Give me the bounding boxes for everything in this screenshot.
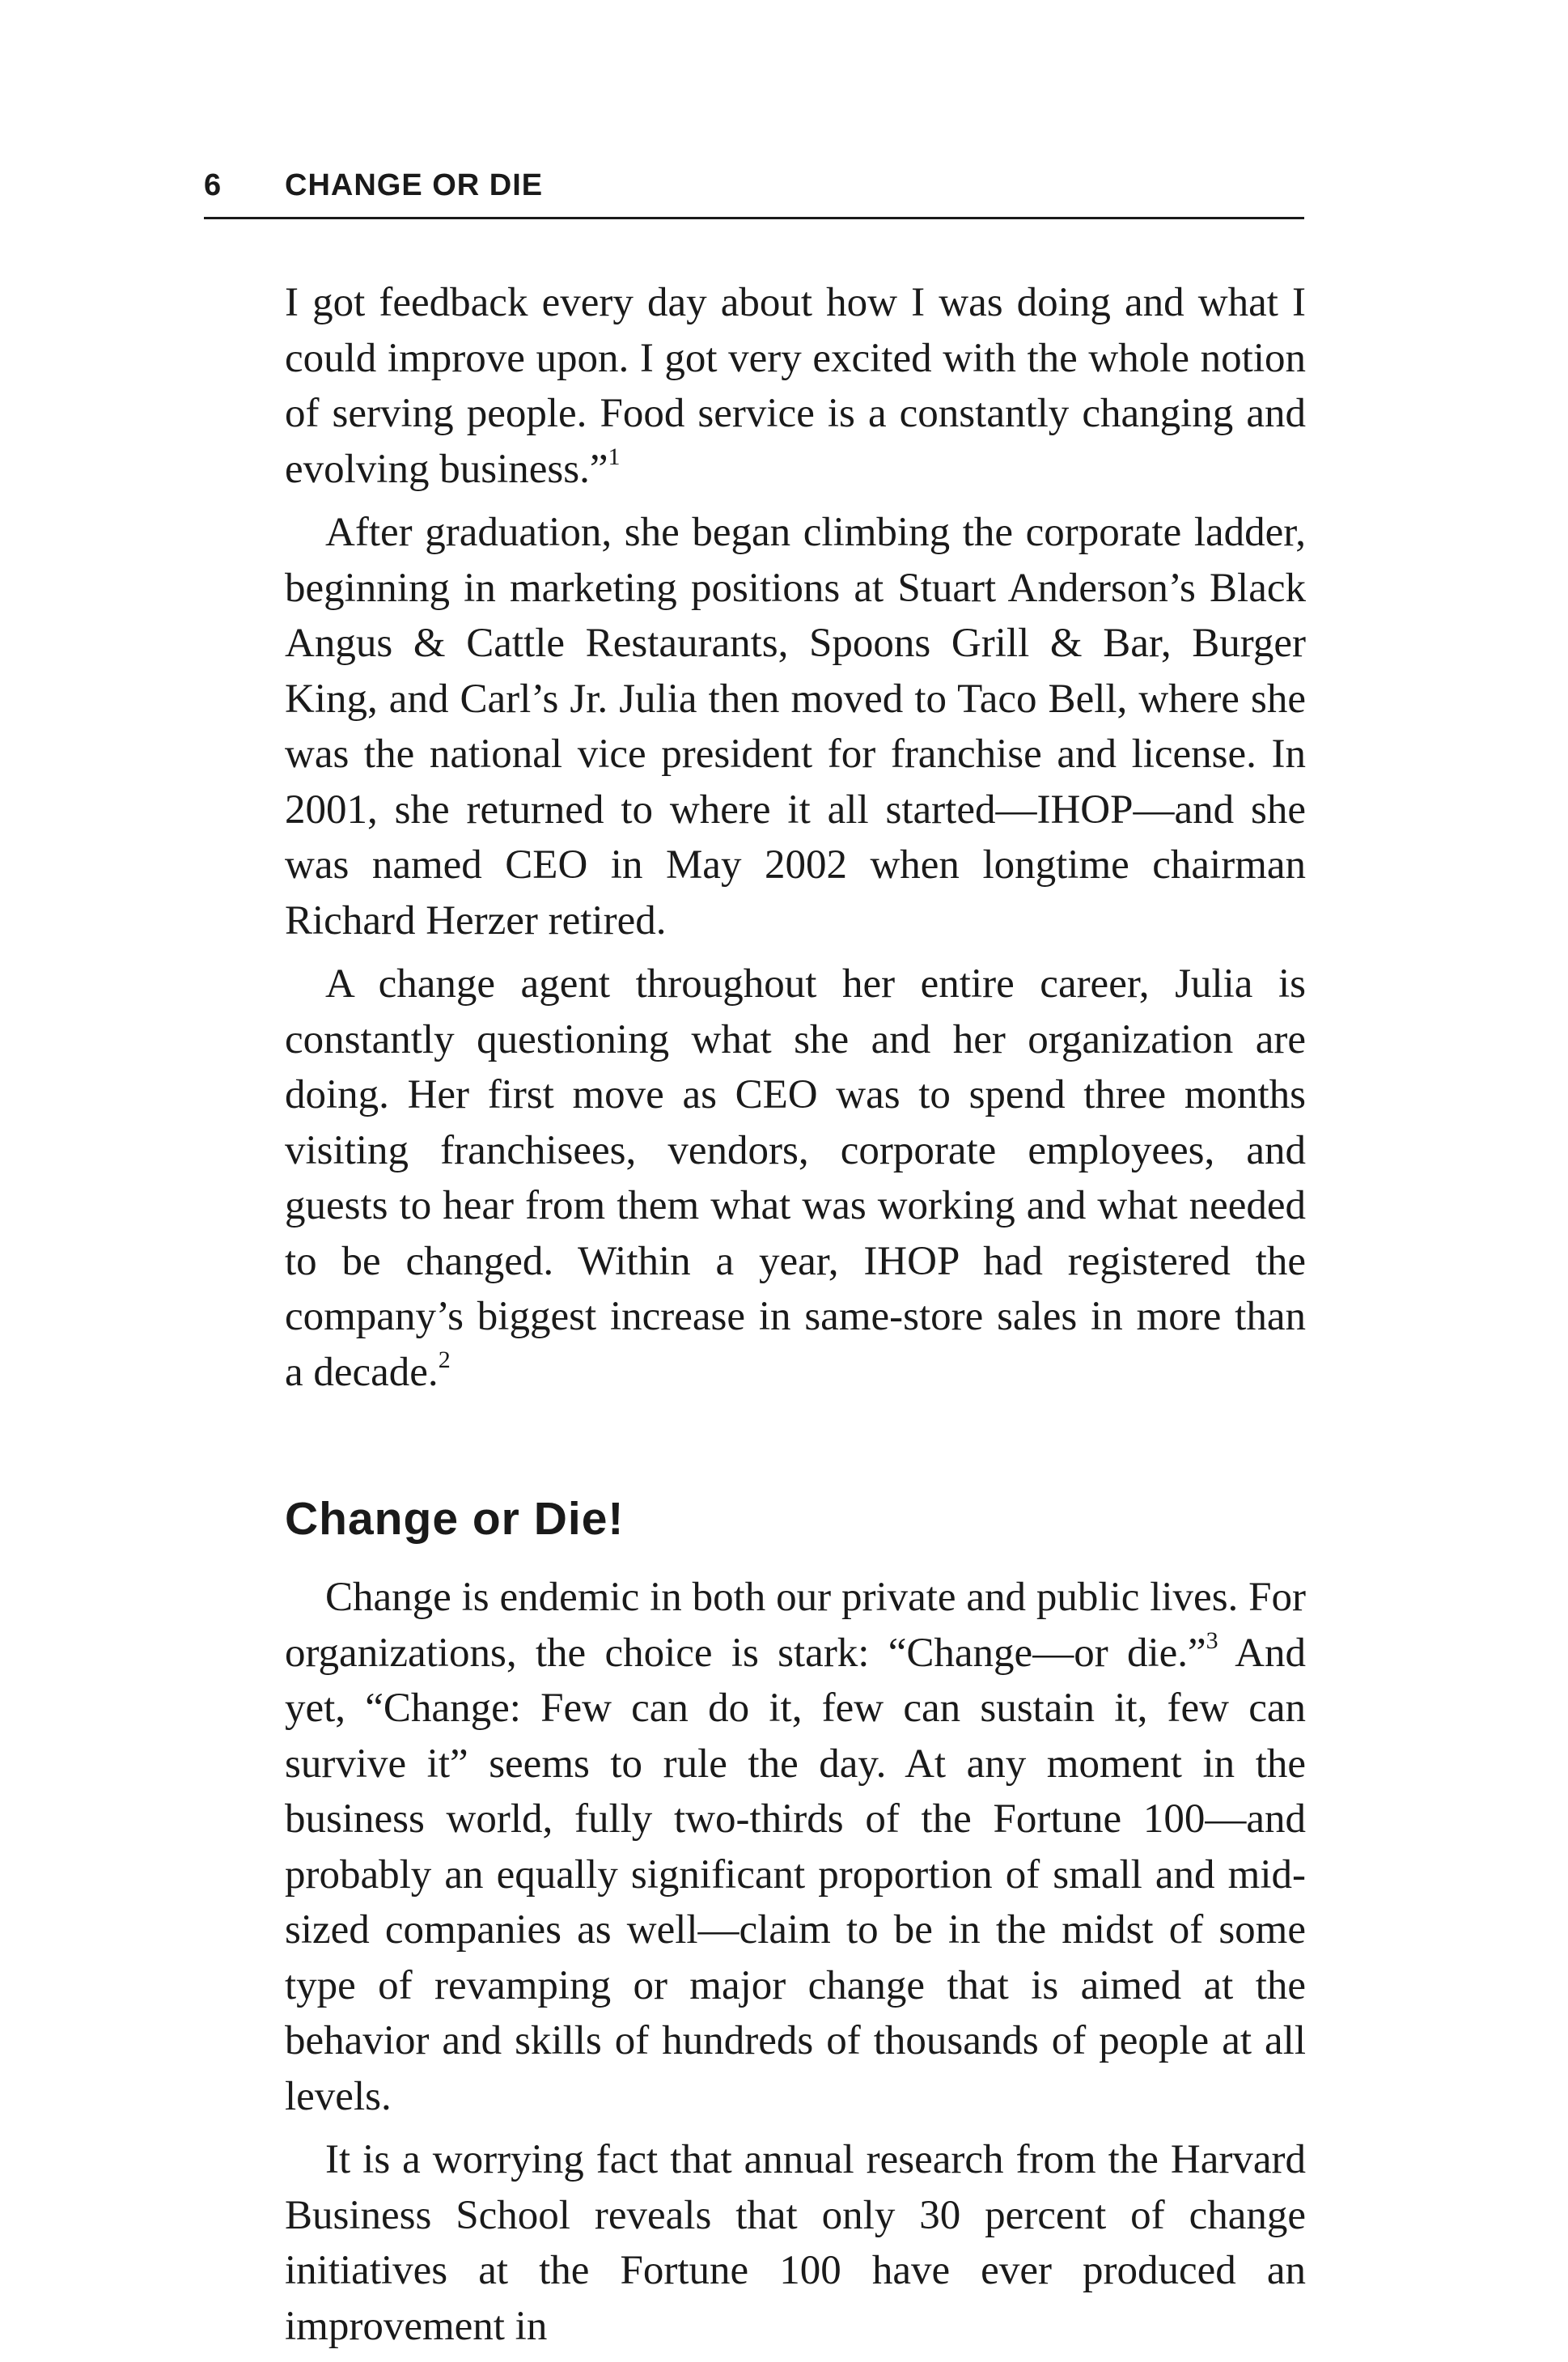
paragraph bbox=[285, 275, 1306, 497]
footnote-marker: 1 bbox=[608, 443, 621, 470]
paragraph-text: Change is endemic in both our private and public lives. For organizations, the choice is stark: “Change—or die.” bbox=[285, 1575, 1306, 1676]
page-number: 6 bbox=[204, 168, 222, 202]
footnote-marker: 3 bbox=[1206, 1626, 1218, 1654]
running-title: CHANGE OR DIE bbox=[285, 168, 544, 202]
header-rule bbox=[204, 217, 1304, 219]
paragraph bbox=[285, 956, 1306, 1400]
footnote-marker: 2 bbox=[438, 1346, 451, 1373]
section-heading: Change or Die! bbox=[285, 1493, 625, 1545]
paragraph: It is a worrying fact that annual research from the Harvard Business School reveals that only 30 percent of change initiatives at the Fortune 100 have ever produced an improvement in bbox=[285, 2137, 1306, 2349]
body-text bbox=[285, 275, 1306, 2362]
paragraph-text: I got feedback every day about how I was doing and what I could improve upon. I got very excited with the whole notion of serving people. Food service is a constantly changing and evolving business.” bbox=[285, 280, 1306, 492]
running-header bbox=[204, 168, 1304, 203]
paragraph-text: And yet, “Change: Few can do it, few can sustain it, few can survive it” seems to rule the day. At any moment in the business world, fully two-thirds of the Fortune 100—and probably an equally significant proportion of small and mid-sized companies as well—claim to be in the midst of some type of revamping or major change that is aimed at the behavior and skills of hundreds of thousands of people at all levels. bbox=[285, 1630, 1306, 2119]
paragraph bbox=[285, 1570, 1306, 2124]
paragraph: After graduation, she began climbing the corporate ladder, beginning in marketing positions at Stuart Anderson’s Black Angus & Cattle Restaurants, Spoons Grill & Bar, Burger King, and Carl’s Jr. Julia then moved to Taco Bell, where she was the national vice president for franchise and license. In 2001, she returned to where it all started—IHOP—and she was named CEO in May 2002 when longtime chairman Richard Herzer retired. bbox=[285, 510, 1306, 944]
paragraph-text: A change agent throughout her entire career, Julia is constantly questioning what she and her organization are doing. Her first move as CEO was to spend three months visiting franchisees, vendors, corporate employees, and guests to hear from them what was working and what needed to be changed. Within a year, IHOP had registered the company’s biggest increase in same-store sales in more than a decade. bbox=[285, 961, 1306, 1395]
